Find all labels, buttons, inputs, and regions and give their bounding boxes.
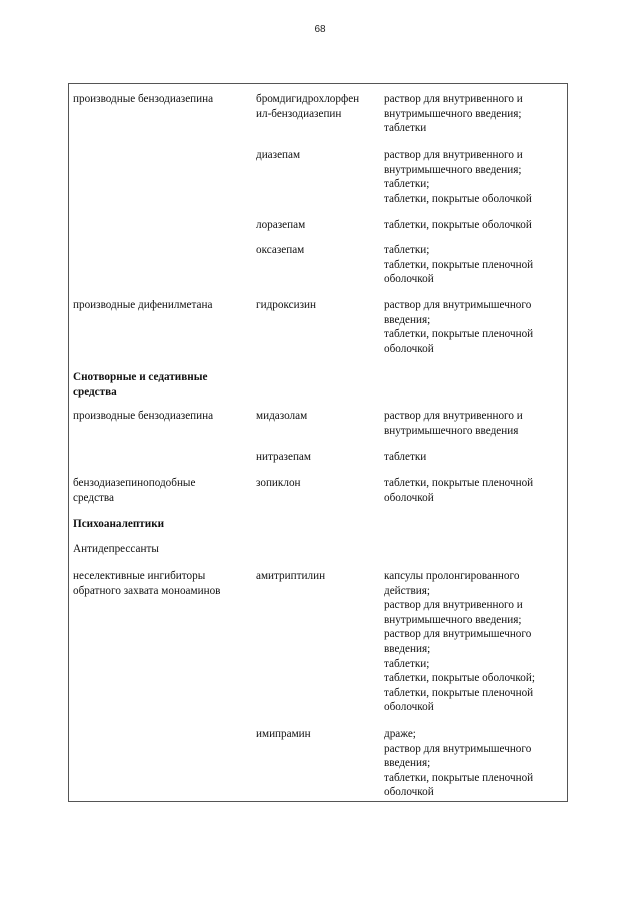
drug-cell: нитразепам <box>256 451 311 463</box>
drug-cell: лоразепам <box>256 219 306 231</box>
forms-cell: таблетки, покрытые оболочкой <box>384 219 532 231</box>
section-heading: Снотворные и седативные средства <box>73 371 208 398</box>
drug-cell: гидроксизин <box>256 299 316 311</box>
forms-cell: таблетки, покрытые пленочной оболочкой <box>384 477 534 504</box>
drug-cell: оксазепам <box>256 244 305 256</box>
forms-cell: капсулы пролонгированного действия; раствор для внутривенного и внутримышечного введения; раствор для внутримышечного введения; таблетки; таблетки, покрытые оболочкой; таблетки, покрытые пленочной оболочкой <box>384 570 535 714</box>
group-cell: производные дифенилметана <box>73 299 213 311</box>
forms-cell: таблетки <box>384 451 427 463</box>
page-number: 68 <box>314 24 326 35</box>
group-cell: бензодиазепиноподобные средства <box>73 477 196 504</box>
forms-cell: раствор для внутримышечного введения; таблетки, покрытые пленочной оболочкой <box>384 299 534 355</box>
forms-cell: драже; раствор для внутримышечного введения; таблетки, покрытые пленочной оболочкой <box>384 728 534 799</box>
drug-cell: бромдигидрохлорфен ил-бензодиазепин <box>256 93 360 120</box>
drug-cell: диазепам <box>256 149 301 161</box>
group-cell: неселективные ингибиторы обратного захвата моноаминов <box>73 570 221 597</box>
section-subheading: Антидепрессанты <box>73 543 159 555</box>
drug-table <box>68 83 568 802</box>
drug-cell: имипрамин <box>256 728 311 740</box>
group-cell: производные бензодиазепина <box>73 93 214 105</box>
forms-cell: раствор для внутривенного и внутримышечного введения; таблетки; таблетки, покрытые оболочкой <box>384 149 532 205</box>
drug-cell: амитриптилин <box>256 570 326 582</box>
drug-cell: зопиклон <box>256 477 301 489</box>
forms-cell: раствор для внутривенного и внутримышечного введения; таблетки <box>384 93 523 135</box>
section-heading: Психоаналептики <box>73 518 165 530</box>
drug-cell: мидазолам <box>256 410 308 422</box>
forms-cell: таблетки; таблетки, покрытые пленочной оболочкой <box>384 244 534 286</box>
group-cell: производные бензодиазепина <box>73 410 214 422</box>
forms-cell: раствор для внутривенного и внутримышечного введения <box>384 410 523 437</box>
